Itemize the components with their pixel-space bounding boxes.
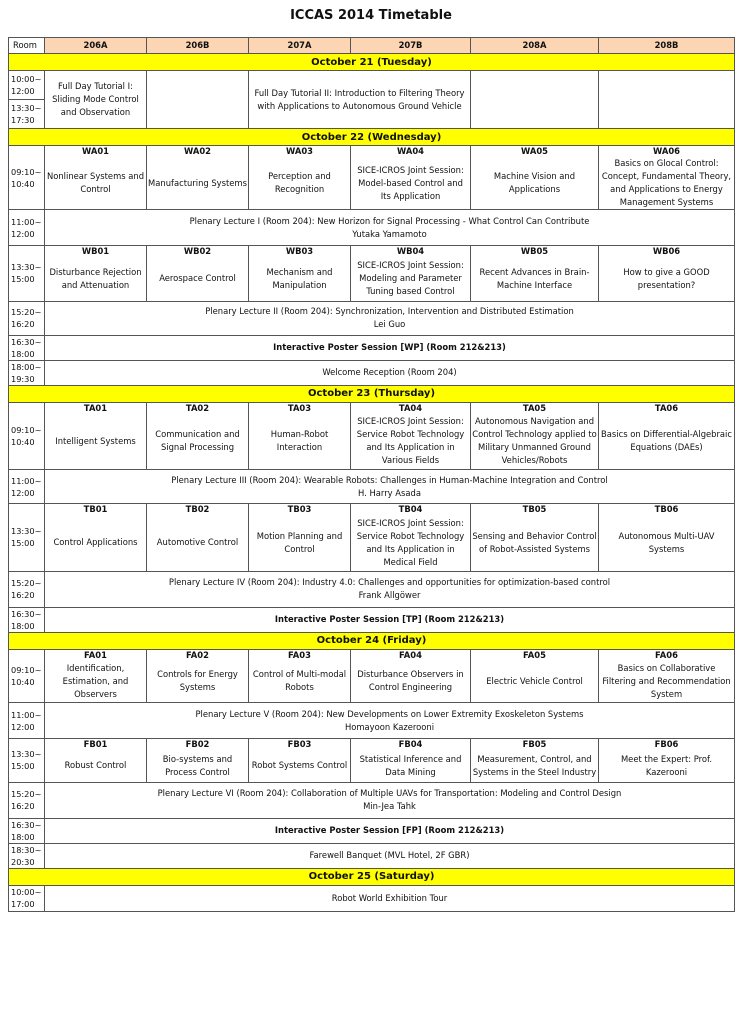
room-207a: 207A [249, 38, 351, 54]
header-row [9, 38, 735, 54]
session-code-row [9, 246, 735, 258]
day-label: October 25 (Saturday) [9, 868, 735, 885]
session-title: Machine Vision and Applications [471, 157, 599, 210]
session-title: Aerospace Control [147, 257, 249, 301]
plenary-title: Plenary Lecture III (Room 204): Wearable Robots: Challenges in Human-Machine Integration and Control [171, 474, 608, 485]
session-code: FB02 [147, 739, 249, 751]
session-code: FB06 [599, 739, 735, 751]
session-title: Basics on Differential-Algebraic Equations (DAEs) [599, 414, 735, 470]
plenary-title: Plenary Lecture IV (Room 204): Industry 4.0: Challenges and opportunities for optimization-based control [168, 577, 611, 587]
time-cell: 10:00~ 17:00 [9, 885, 45, 911]
plenary-row [9, 301, 735, 335]
session-code-row [9, 146, 735, 158]
session-title-row [9, 750, 735, 782]
plenary-row [9, 470, 735, 504]
session-code: WA01 [45, 146, 147, 158]
session-title: Intelligent Systems [45, 414, 147, 470]
session-code: WB03 [249, 246, 351, 258]
session-title-row [9, 157, 735, 210]
time-cell: 11:00~ 12:00 [9, 210, 45, 246]
room-206a: 206A [45, 38, 147, 54]
room-208b: 208B [599, 38, 735, 54]
banquet-row [9, 843, 735, 868]
time-cell: 18:00~ 19:30 [9, 360, 45, 385]
time-cell: 11:00~ 12:00 [9, 470, 45, 504]
day-label: October 22 (Wednesday) [9, 129, 735, 146]
session-code: FA06 [599, 649, 735, 661]
day-row-oct23 [9, 385, 735, 402]
session-title: Autonomous Multi-UAV Systems [599, 515, 735, 571]
time-cell: 15:20~ 16:20 [9, 782, 45, 818]
day-row-oct21 [9, 54, 735, 71]
session-title: Control Applications [45, 515, 147, 571]
session-code: TB02 [147, 504, 249, 516]
time-cell: 09:10~ 10:40 [9, 649, 45, 703]
day-row-oct25 [9, 868, 735, 885]
session-title: Human-Robot Interaction [249, 414, 351, 470]
session-code: FB01 [45, 739, 147, 751]
session-code: FB05 [471, 739, 599, 751]
plenary-title: Plenary Lecture I (Room 204): New Horizon for Signal Processing - What Control Can Contribute [189, 215, 590, 226]
day-label: October 23 (Thursday) [9, 385, 735, 402]
session-title: Autonomous Navigation and Control Technology applied to Military Unmanned Ground Vehicles/Robots [471, 414, 599, 470]
session-code: WB05 [471, 246, 599, 258]
session-title: Mechanism and Manipulation [249, 257, 351, 301]
poster-session: Interactive Poster Session [TP] (Room 212&213) [45, 607, 735, 632]
session-title: SICE-ICROS Joint Session: Model-based Control and Its Application [351, 157, 471, 210]
session-code: TA04 [351, 402, 471, 414]
banquet: Farewell Banquet (MVL Hotel, 2F GBR) [45, 843, 735, 868]
day-row-oct22 [9, 129, 735, 146]
session-code-row [9, 739, 735, 751]
session-title: Robust Control [45, 750, 147, 782]
time-cell: 18:30~ 20:30 [9, 843, 45, 868]
plenary-speaker: H. Harry Asada [358, 487, 421, 498]
session-code: FB03 [249, 739, 351, 751]
session-code-row [9, 649, 735, 661]
empty-cell [471, 71, 599, 129]
session-code: FA02 [147, 649, 249, 661]
session-code: FA03 [249, 649, 351, 661]
session-code: TA05 [471, 402, 599, 414]
plenary-cell [45, 301, 735, 335]
empty-cell [147, 71, 249, 129]
session-code: FA01 [45, 649, 147, 661]
session-code-row [9, 402, 735, 414]
time-cell: 13:30~ 15:00 [9, 246, 45, 302]
poster-row [9, 335, 735, 360]
plenary-speaker: Frank Allgöwer [358, 590, 421, 600]
session-code: TB03 [249, 504, 351, 516]
session-title: Measurement, Control, and Systems in the Steel Industry [471, 750, 599, 782]
session-title: SICE-ICROS Joint Session: Modeling and Parameter Tuning based Control [351, 257, 471, 301]
session-title: SICE-ICROS Joint Session: Service Robot Technology and Its Application in Medical Field [351, 515, 471, 571]
plenary-row [9, 210, 735, 246]
session-title: Recent Advances in Brain-Machine Interface [471, 257, 599, 301]
time-cell: 16:30~ 18:00 [9, 335, 45, 360]
time-cell: 16:30~ 18:00 [9, 818, 45, 843]
session-title-row [9, 257, 735, 301]
session-title: Nonlinear Systems and Control [45, 157, 147, 210]
plenary-cell [45, 470, 735, 504]
plenary-speaker: Homayoon Kazerooni [344, 721, 435, 732]
session-title: SICE-ICROS Joint Session: Service Robot Technology and Its Application in Various Fields [351, 414, 471, 470]
timetable [8, 37, 735, 912]
plenary-speaker: Lei Guo [373, 319, 406, 329]
session-row [9, 71, 735, 129]
day-label: October 24 (Friday) [9, 632, 735, 649]
session-title: Electric Vehicle Control [471, 661, 599, 703]
room-208a: 208A [471, 38, 599, 54]
session-code: WA05 [471, 146, 599, 158]
session-title-row [9, 661, 735, 703]
session-title: Full Day Tutorial I: Sliding Mode Control and Observation [45, 71, 147, 129]
poster-session: Interactive Poster Session [FP] (Room 212&213) [45, 818, 735, 843]
session-title: Motion Planning and Control [249, 515, 351, 571]
session-code: TA03 [249, 402, 351, 414]
time-cell: 09:10~ 10:40 [9, 146, 45, 210]
tour-row [9, 885, 735, 911]
session-title: Full Day Tutorial II: Introduction to Filtering Theory with Applications to Autonomous Ground Vehicle [249, 71, 471, 129]
session-code: WB04 [351, 246, 471, 258]
session-code: TA02 [147, 402, 249, 414]
session-title: Controls for Energy Systems [147, 661, 249, 703]
time-label: 13:30~ 17:30 [11, 103, 42, 125]
plenary-cell [45, 571, 735, 607]
time-label: 10:00~ 12:00 [9, 71, 44, 100]
session-title: Robot Systems Control [249, 750, 351, 782]
session-code: FB04 [351, 739, 471, 751]
empty-cell [599, 71, 735, 129]
poster-row [9, 818, 735, 843]
room-header: Room [9, 38, 45, 54]
session-title: Basics on Glocal Control: Concept, Fundamental Theory, and Applications to Energy Management Systems [599, 157, 735, 210]
time-cell: 15:20~ 16:20 [9, 301, 45, 335]
plenary-speaker: Min-Jea Tahk [363, 801, 416, 811]
session-title: Manufacturing Systems [147, 157, 249, 210]
time-cell: 11:00~ 12:00 [9, 703, 45, 739]
plenary-cell [45, 782, 735, 818]
poster-row [9, 607, 735, 632]
session-title-row [9, 515, 735, 571]
page-title: ICCAS 2014 Timetable [290, 8, 452, 23]
session-title-row [9, 414, 735, 470]
session-code: WA04 [351, 146, 471, 158]
session-title: Bio-systems and Process Control [147, 750, 249, 782]
session-code-row [9, 504, 735, 516]
session-code: TB04 [351, 504, 471, 516]
room-206b: 206B [147, 38, 249, 54]
session-title: Basics on Collaborative Filtering and Recommendation System [599, 661, 735, 703]
reception: Welcome Reception (Room 204) [45, 360, 735, 385]
room-207b: 207B [351, 38, 471, 54]
plenary-cell [45, 703, 735, 739]
day-row-oct24 [9, 632, 735, 649]
session-code: WA02 [147, 146, 249, 158]
time-cell: 09:10~ 10:40 [9, 402, 45, 470]
session-code: WB06 [599, 246, 735, 258]
session-title: Control of Multi-modal Robots [249, 661, 351, 703]
plenary-row [9, 571, 735, 607]
plenary-speaker: Yutaka Yamamoto [352, 228, 427, 239]
session-code: TB01 [45, 504, 147, 516]
session-code: WA03 [249, 146, 351, 158]
plenary-row [9, 703, 735, 739]
time-cell [9, 71, 45, 129]
session-code: FA05 [471, 649, 599, 661]
plenary-cell [45, 210, 735, 246]
session-code: WA06 [599, 146, 735, 158]
session-title: Automotive Control [147, 515, 249, 571]
poster-session: Interactive Poster Session [WP] (Room 212&213) [45, 335, 735, 360]
session-code: FA04 [351, 649, 471, 661]
session-title: Meet the Expert: Prof. Kazerooni [599, 750, 735, 782]
time-cell: 13:30~ 15:00 [9, 504, 45, 572]
plenary-title: Plenary Lecture VI (Room 204): Collaboration of Multiple UAVs for Transportation: Modeling and Control Design [157, 788, 622, 798]
session-code: TA06 [599, 402, 735, 414]
session-title: Disturbance Rejection and Attenuation [45, 257, 147, 301]
reception-row [9, 360, 735, 385]
time-cell: 16:30~ 18:00 [9, 607, 45, 632]
plenary-title: Plenary Lecture V (Room 204): New Developments on Lower Extremity Exoskeleton Systems [195, 708, 584, 719]
time-cell: 15:20~ 16:20 [9, 571, 45, 607]
session-code: TB06 [599, 504, 735, 516]
session-title: Disturbance Observers in Control Engineering [351, 661, 471, 703]
session-title: Sensing and Behavior Control of Robot-Assisted Systems [471, 515, 599, 571]
time-cell: 13:30~ 15:00 [9, 739, 45, 783]
plenary-row [9, 782, 735, 818]
session-title: Statistical Inference and Data Mining [351, 750, 471, 782]
session-title: Identification, Estimation, and Observers [45, 661, 147, 703]
session-title: How to give a GOOD presentation? [599, 257, 735, 301]
day-label: October 21 (Tuesday) [9, 54, 735, 71]
session-title: Perception and Recognition [249, 157, 351, 210]
session-title: Communication and Signal Processing [147, 414, 249, 470]
session-code: WB01 [45, 246, 147, 258]
plenary-title: Plenary Lecture II (Room 204): Synchronization, Intervention and Distributed Estimation [205, 306, 574, 316]
session-code: TA01 [45, 402, 147, 414]
session-code: TB05 [471, 504, 599, 516]
session-code: WB02 [147, 246, 249, 258]
exhibition-tour: Robot World Exhibition Tour [45, 885, 735, 911]
